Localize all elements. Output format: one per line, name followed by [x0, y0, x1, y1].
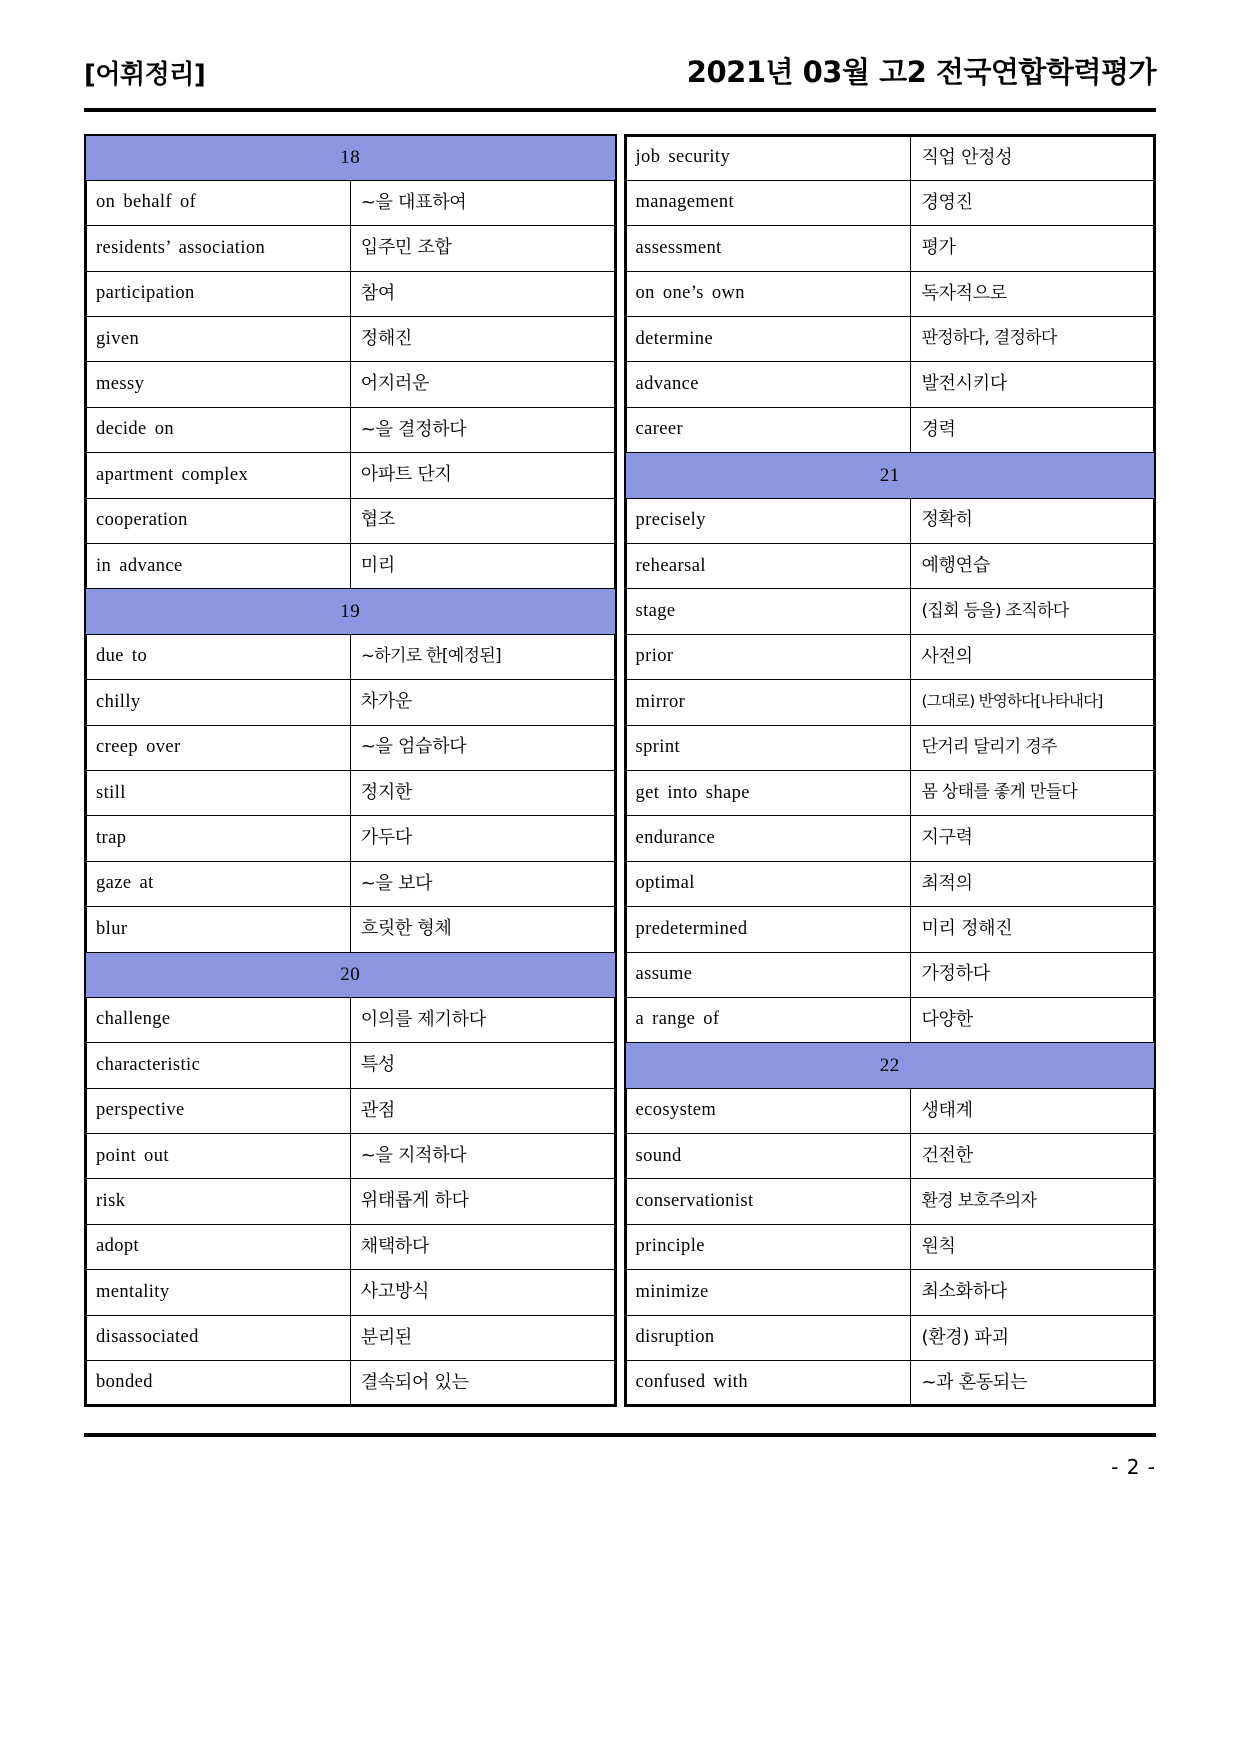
table-row: [85, 725, 616, 770]
table-row: [625, 770, 1156, 815]
vocabulary-meaning: 최소화하다: [911, 1270, 1155, 1315]
vocabulary-term: rehearsal: [625, 544, 911, 589]
section-number: 21: [625, 453, 1156, 498]
table-row: [625, 589, 1156, 634]
table-row: [625, 135, 1156, 180]
table-row: [625, 1224, 1156, 1269]
vocabulary-meaning: 생태계: [911, 1088, 1155, 1133]
footer-divider: [84, 1433, 1156, 1437]
vocabulary-term: mentality: [85, 1270, 350, 1315]
vocabulary-meaning: ~과 혼동되는: [911, 1361, 1155, 1406]
vocabulary-meaning: 어지러운: [350, 362, 615, 407]
vocabulary-term: trap: [85, 816, 350, 861]
section-number: 22: [625, 1043, 1156, 1088]
vocabulary-term: assume: [625, 952, 911, 997]
table-row: [85, 498, 616, 543]
table-row: [85, 1134, 616, 1179]
vocabulary-term: prior: [625, 634, 911, 679]
vocabulary-meaning: 경력: [911, 407, 1155, 452]
table-row: [625, 1315, 1156, 1360]
vocabulary-meaning: 발전시키다: [911, 362, 1155, 407]
vocabulary-meaning: 평가: [911, 226, 1155, 271]
table-row: [85, 180, 616, 225]
vocabulary-term: bonded: [85, 1361, 350, 1406]
vocabulary-term: get into shape: [625, 770, 911, 815]
vocabulary-meaning: ~을 지적하다: [350, 1134, 615, 1179]
table-row: [85, 1179, 616, 1224]
table-row: [625, 1361, 1156, 1406]
vocabulary-term: principle: [625, 1224, 911, 1269]
vocabulary-term: still: [85, 770, 350, 815]
vocabulary-term: residents’ association: [85, 226, 350, 271]
table-row: [85, 226, 616, 271]
vocabulary-meaning: 입주민 조합: [350, 226, 615, 271]
vocabulary-meaning: 단거리 달리기 경주: [911, 725, 1155, 770]
table-row: [85, 861, 616, 906]
table-row: [625, 1088, 1156, 1133]
vocabulary-term: sprint: [625, 725, 911, 770]
vocabulary-meaning: 아파트 단지: [350, 453, 615, 498]
table-row: [85, 1088, 616, 1133]
vocabulary-term: advance: [625, 362, 911, 407]
vocabulary-meaning: 정해진: [350, 317, 615, 362]
vocabulary-meaning: 가두다: [350, 816, 615, 861]
section-header-row: [625, 453, 1156, 498]
table-row: [85, 1224, 616, 1269]
vocabulary-meaning: 원칙: [911, 1224, 1155, 1269]
vocabulary-term: mirror: [625, 680, 911, 725]
section-header-row: [85, 589, 616, 634]
section-number: 19: [85, 589, 616, 634]
table-body-right: [625, 135, 1156, 1406]
table-row: [85, 1270, 616, 1315]
table-row: [85, 1043, 616, 1088]
vocabulary-meaning: ~을 엄습하다: [350, 725, 615, 770]
vocabulary-term: chilly: [85, 680, 350, 725]
vocabulary-meaning: 예행연습: [911, 544, 1155, 589]
vocabulary-term: creep over: [85, 725, 350, 770]
vocabulary-term: perspective: [85, 1088, 350, 1133]
vocabulary-meaning: 참여: [350, 271, 615, 316]
vocabulary-term: ecosystem: [625, 1088, 911, 1133]
table-row: [85, 1315, 616, 1360]
table-row: [625, 680, 1156, 725]
vocabulary-term: precisely: [625, 498, 911, 543]
vocabulary-meaning: 지구력: [911, 816, 1155, 861]
vocabulary-term: career: [625, 407, 911, 452]
vocabulary-meaning: 분리된: [350, 1315, 615, 1360]
vocabulary-term: cooperation: [85, 498, 350, 543]
vocabulary-meaning: 경영진: [911, 180, 1155, 225]
section-header-row: [85, 952, 616, 997]
vocabulary-term: on one’s own: [625, 271, 911, 316]
vocabulary-meaning: 관점: [350, 1088, 615, 1133]
vocabulary-meaning: 독자적으로: [911, 271, 1155, 316]
vocabulary-meaning: 사고방식: [350, 1270, 615, 1315]
vocabulary-meaning: (환경) 파괴: [911, 1315, 1155, 1360]
vocabulary-meaning: 직업 안정성: [911, 135, 1155, 180]
vocabulary-meaning: 미리 정해진: [911, 907, 1155, 952]
table-row: [85, 997, 616, 1042]
vocabulary-meaning: 환경 보호주의자: [911, 1179, 1155, 1224]
table-row: [625, 997, 1156, 1042]
vocabulary-term: apartment complex: [85, 453, 350, 498]
vocabulary-meaning: 몸 상태를 좋게 만들다: [911, 770, 1155, 815]
vocabulary-term: due to: [85, 634, 350, 679]
section-number: 20: [85, 952, 616, 997]
section-header-row: [625, 1043, 1156, 1088]
vocabulary-meaning: ~을 보다: [350, 861, 615, 906]
table-row: [85, 1361, 616, 1406]
vocabulary-tables: [84, 134, 1156, 1407]
vocabulary-meaning: 차가운: [350, 680, 615, 725]
table-row: [85, 816, 616, 861]
exam-title: 2021년 03월 고2 전국연합학력평가: [686, 55, 1156, 89]
vocabulary-term: determine: [625, 317, 911, 362]
table-row: [625, 180, 1156, 225]
vocabulary-term: point out: [85, 1134, 350, 1179]
table-row: [625, 1179, 1156, 1224]
table-row: [625, 498, 1156, 543]
vocabulary-term: optimal: [625, 861, 911, 906]
table-row: [625, 861, 1156, 906]
vocabulary-meaning: 판정하다, 결정하다: [911, 317, 1155, 362]
table-row: [625, 362, 1156, 407]
vocabulary-meaning: 다양한: [911, 997, 1155, 1042]
vocabulary-meaning: 정확히: [911, 498, 1155, 543]
table-row: [625, 634, 1156, 679]
vocabulary-term: blur: [85, 907, 350, 952]
vocabulary-term: management: [625, 180, 911, 225]
vocabulary-term: assessment: [625, 226, 911, 271]
vocabulary-table-left: [84, 134, 617, 1407]
vocabulary-term: confused with: [625, 1361, 911, 1406]
table-row: [85, 770, 616, 815]
table-row: [85, 271, 616, 316]
vocabulary-meaning: 미리: [350, 544, 615, 589]
vocabulary-meaning: ~하기로 한[예정된]: [350, 634, 615, 679]
table-row: [85, 907, 616, 952]
table-row: [625, 952, 1156, 997]
vocabulary-meaning: 정지한: [350, 770, 615, 815]
table-row: [85, 453, 616, 498]
table-row: [85, 680, 616, 725]
vocabulary-term: predetermined: [625, 907, 911, 952]
vocabulary-meaning: 위태롭게 하다: [350, 1179, 615, 1224]
document-type-label: [어휘정리]: [84, 60, 206, 90]
vocabulary-term: disassociated: [85, 1315, 350, 1360]
vocabulary-term: a range of: [625, 997, 911, 1042]
section-number: 18: [85, 135, 616, 180]
vocabulary-meaning: 협조: [350, 498, 615, 543]
vocabulary-term: gaze at: [85, 861, 350, 906]
vocabulary-term: disruption: [625, 1315, 911, 1360]
table-row: [625, 317, 1156, 362]
vocabulary-term: job security: [625, 135, 911, 180]
vocabulary-meaning: (그대로) 반영하다[나타내다]: [911, 680, 1155, 725]
vocabulary-meaning: 특성: [350, 1043, 615, 1088]
vocabulary-term: messy: [85, 362, 350, 407]
vocabulary-term: challenge: [85, 997, 350, 1042]
table-row: [625, 407, 1156, 452]
vocabulary-term: sound: [625, 1134, 911, 1179]
table-row: [85, 407, 616, 452]
vocabulary-meaning: 채택하다: [350, 1224, 615, 1269]
table-row: [625, 226, 1156, 271]
vocabulary-term: conservationist: [625, 1179, 911, 1224]
vocabulary-meaning: 결속되어 있는: [350, 1361, 615, 1406]
vocabulary-term: adopt: [85, 1224, 350, 1269]
vocabulary-meaning: 흐릿한 형체: [350, 907, 615, 952]
vocabulary-meaning: 이의를 제기하다: [350, 997, 615, 1042]
table-row: [85, 544, 616, 589]
vocabulary-table-right: [624, 134, 1157, 1407]
vocabulary-term: decide on: [85, 407, 350, 452]
vocabulary-term: in advance: [85, 544, 350, 589]
table-row: [85, 362, 616, 407]
table-row: [85, 634, 616, 679]
vocabulary-meaning: ~을 대표하여: [350, 180, 615, 225]
header-divider: [84, 108, 1156, 112]
vocabulary-meaning: 사전의: [911, 634, 1155, 679]
vocabulary-term: given: [85, 317, 350, 362]
page-header: [0, 0, 1240, 91]
table-row: [625, 1134, 1156, 1179]
vocabulary-term: participation: [85, 271, 350, 316]
section-header-row: [85, 135, 616, 180]
table-row: [85, 317, 616, 362]
vocabulary-meaning: (집회 등을) 조직하다: [911, 589, 1155, 634]
table-row: [625, 271, 1156, 316]
vocabulary-term: minimize: [625, 1270, 911, 1315]
page-number: - 2 -: [1111, 1454, 1156, 1479]
vocabulary-term: endurance: [625, 816, 911, 861]
vocabulary-meaning: 최적의: [911, 861, 1155, 906]
vocabulary-meaning: 가정하다: [911, 952, 1155, 997]
vocabulary-term: on behalf of: [85, 180, 350, 225]
table-row: [625, 1270, 1156, 1315]
vocabulary-term: risk: [85, 1179, 350, 1224]
vocabulary-term: characteristic: [85, 1043, 350, 1088]
vocabulary-meaning: 건전한: [911, 1134, 1155, 1179]
table-body-left: [85, 135, 616, 1406]
table-row: [625, 544, 1156, 589]
table-row: [625, 907, 1156, 952]
table-row: [625, 816, 1156, 861]
vocabulary-term: stage: [625, 589, 911, 634]
table-row: [625, 725, 1156, 770]
vocabulary-meaning: ~을 결정하다: [350, 407, 615, 452]
